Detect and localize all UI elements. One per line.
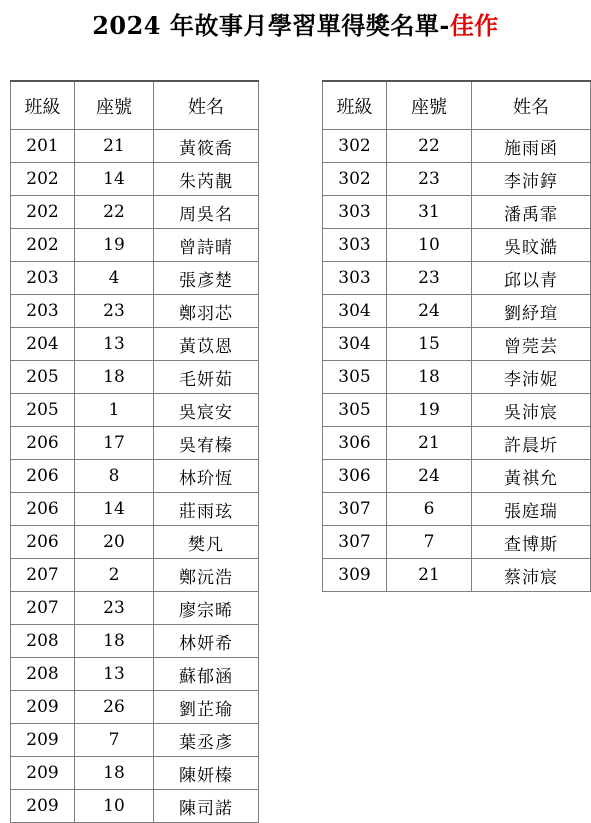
seat-cell: 7: [387, 526, 472, 559]
class-cell: 302: [323, 163, 387, 196]
table-row: [11, 427, 259, 460]
table-row: [11, 625, 259, 658]
table-row: [323, 196, 591, 229]
class-cell: 302: [323, 130, 387, 163]
table-body-right: [323, 130, 591, 592]
winners-table-right: [322, 80, 591, 592]
seat-cell: 4: [75, 262, 154, 295]
name-cell: 劉紓瑄: [472, 295, 591, 328]
title-highlight: 佳作: [449, 11, 499, 40]
class-cell: 209: [11, 757, 75, 790]
seat-cell: 21: [387, 559, 472, 592]
seat-cell: 13: [75, 658, 154, 691]
name-cell: 吳宥榛: [154, 427, 259, 460]
seat-cell: 1: [75, 394, 154, 427]
table-row: [11, 295, 259, 328]
name-cell: 邱以青: [472, 262, 591, 295]
class-cell: 305: [323, 361, 387, 394]
seat-cell: 21: [387, 427, 472, 460]
seat-cell: 23: [387, 163, 472, 196]
seat-cell: 6: [387, 493, 472, 526]
name-cell: 葉丞彥: [154, 724, 259, 757]
seat-cell: 13: [75, 328, 154, 361]
class-cell: 202: [11, 163, 75, 196]
class-cell: 208: [11, 625, 75, 658]
header-class: 班級: [323, 81, 387, 130]
name-cell: 黃苡恩: [154, 328, 259, 361]
name-cell: 鄭沅浩: [154, 559, 259, 592]
class-cell: 206: [11, 460, 75, 493]
class-cell: 306: [323, 460, 387, 493]
name-cell: 施雨函: [472, 130, 591, 163]
table-row: [11, 163, 259, 196]
class-cell: 203: [11, 295, 75, 328]
name-cell: 劉芷瑜: [154, 691, 259, 724]
seat-cell: 23: [387, 262, 472, 295]
header-class: 班級: [11, 81, 75, 130]
seat-cell: 19: [387, 394, 472, 427]
seat-cell: 23: [75, 295, 154, 328]
header-seat: 座號: [387, 81, 472, 130]
table-row: [323, 130, 591, 163]
seat-cell: 17: [75, 427, 154, 460]
class-cell: 209: [11, 691, 75, 724]
seat-cell: 14: [75, 163, 154, 196]
table-row: [11, 526, 259, 559]
name-cell: 陳司諾: [154, 790, 259, 823]
class-cell: 306: [323, 427, 387, 460]
name-cell: 毛妍茹: [154, 361, 259, 394]
winners-table-left: [10, 80, 259, 823]
seat-cell: 20: [75, 526, 154, 559]
class-cell: 209: [11, 790, 75, 823]
table-row: [323, 460, 591, 493]
table-row: [323, 328, 591, 361]
class-cell: 206: [11, 427, 75, 460]
class-cell: 303: [323, 262, 387, 295]
seat-cell: 22: [75, 196, 154, 229]
header-seat: 座號: [75, 81, 154, 130]
table-row: [323, 229, 591, 262]
seat-cell: 23: [75, 592, 154, 625]
table-row: [11, 658, 259, 691]
seat-cell: 26: [75, 691, 154, 724]
class-cell: 304: [323, 295, 387, 328]
table-row: [11, 262, 259, 295]
name-cell: 吳宸安: [154, 394, 259, 427]
title-main: 2024 年故事月學習單得獎名單-: [92, 11, 450, 40]
class-cell: 307: [323, 493, 387, 526]
class-cell: 305: [323, 394, 387, 427]
name-cell: 朱芮靚: [154, 163, 259, 196]
class-cell: 207: [11, 559, 75, 592]
seat-cell: 18: [75, 757, 154, 790]
table-row: [323, 295, 591, 328]
seat-cell: 10: [75, 790, 154, 823]
class-cell: 205: [11, 361, 75, 394]
seat-cell: 31: [387, 196, 472, 229]
table-row: [11, 460, 259, 493]
class-cell: 307: [323, 526, 387, 559]
name-cell: 廖宗晞: [154, 592, 259, 625]
name-cell: 吳旼澔: [472, 229, 591, 262]
table-row: [11, 559, 259, 592]
name-cell: 曾莞芸: [472, 328, 591, 361]
table-row: [11, 196, 259, 229]
seat-cell: 14: [75, 493, 154, 526]
name-cell: 林玠恆: [154, 460, 259, 493]
seat-cell: 21: [75, 130, 154, 163]
class-cell: 205: [11, 394, 75, 427]
table-row: [323, 493, 591, 526]
name-cell: 曾詩晴: [154, 229, 259, 262]
seat-cell: 2: [75, 559, 154, 592]
seat-cell: 18: [75, 625, 154, 658]
class-cell: 206: [11, 526, 75, 559]
name-cell: 潘禹霏: [472, 196, 591, 229]
table-row: [323, 394, 591, 427]
table-row: [11, 229, 259, 262]
class-cell: 207: [11, 592, 75, 625]
name-cell: 許晨圻: [472, 427, 591, 460]
table-row: [11, 691, 259, 724]
class-cell: 309: [323, 559, 387, 592]
name-cell: 莊雨玹: [154, 493, 259, 526]
seat-cell: 7: [75, 724, 154, 757]
class-cell: 201: [11, 130, 75, 163]
seat-cell: 10: [387, 229, 472, 262]
class-cell: 202: [11, 229, 75, 262]
seat-cell: 15: [387, 328, 472, 361]
table-row: [11, 361, 259, 394]
table-row: [11, 757, 259, 790]
class-cell: 206: [11, 493, 75, 526]
name-cell: 李沛妮: [472, 361, 591, 394]
name-cell: 吳沛宸: [472, 394, 591, 427]
table-row: [11, 394, 259, 427]
name-cell: 查博斯: [472, 526, 591, 559]
table-row: [323, 163, 591, 196]
table-row: [323, 559, 591, 592]
table-row: [323, 427, 591, 460]
name-cell: 鄭羽芯: [154, 295, 259, 328]
class-cell: 203: [11, 262, 75, 295]
table-row: [11, 328, 259, 361]
name-cell: 陳妍榛: [154, 757, 259, 790]
class-cell: 202: [11, 196, 75, 229]
seat-cell: 24: [387, 295, 472, 328]
seat-cell: 18: [387, 361, 472, 394]
table-row: [11, 724, 259, 757]
table-row: [11, 130, 259, 163]
class-cell: 304: [323, 328, 387, 361]
name-cell: 黃筱喬: [154, 130, 259, 163]
table-row: [11, 493, 259, 526]
table-body-left: [11, 130, 259, 823]
seat-cell: 19: [75, 229, 154, 262]
name-cell: 張彥楚: [154, 262, 259, 295]
seat-cell: 18: [75, 361, 154, 394]
name-cell: 張庭瑞: [472, 493, 591, 526]
table-row: [323, 526, 591, 559]
name-cell: 李沛錞: [472, 163, 591, 196]
class-cell: 303: [323, 229, 387, 262]
page-title: [0, 6, 591, 41]
seat-cell: 8: [75, 460, 154, 493]
seat-cell: 24: [387, 460, 472, 493]
seat-cell: 22: [387, 130, 472, 163]
name-cell: 周吳名: [154, 196, 259, 229]
name-cell: 蘇郁涵: [154, 658, 259, 691]
table-row: [11, 592, 259, 625]
name-cell: 蔡沛宸: [472, 559, 591, 592]
name-cell: 樊凡: [154, 526, 259, 559]
table-row: [323, 361, 591, 394]
class-cell: 209: [11, 724, 75, 757]
name-cell: 林妍希: [154, 625, 259, 658]
table-header-row: [11, 81, 259, 130]
class-cell: 303: [323, 196, 387, 229]
class-cell: 208: [11, 658, 75, 691]
name-cell: 黃祺允: [472, 460, 591, 493]
class-cell: 204: [11, 328, 75, 361]
table-row: [323, 262, 591, 295]
table-header-row: [323, 81, 591, 130]
header-name: 姓名: [154, 81, 259, 130]
header-name: 姓名: [472, 81, 591, 130]
